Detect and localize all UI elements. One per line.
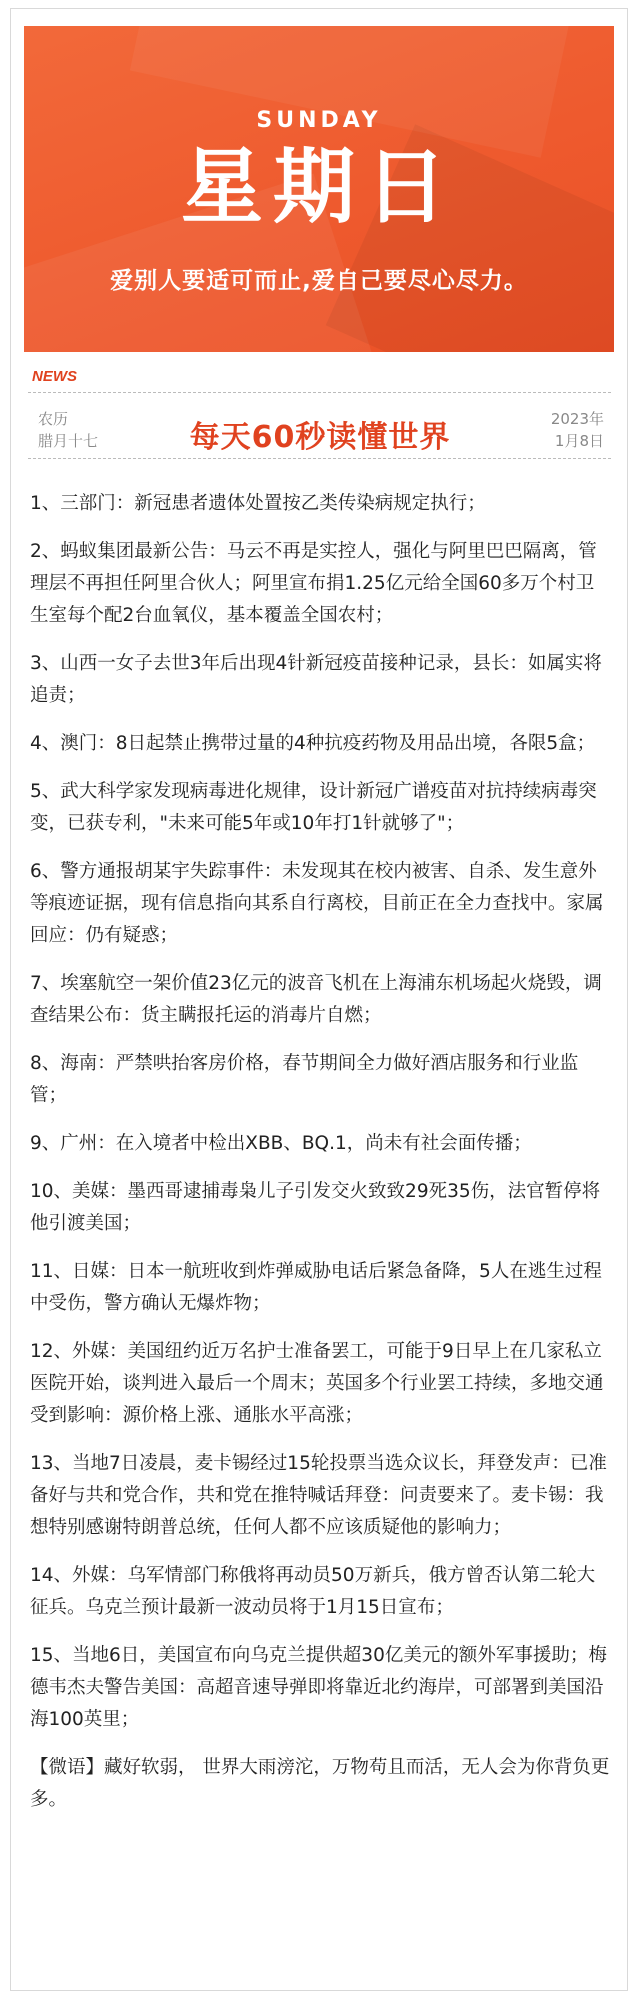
date-year: 2023年 [550, 410, 604, 428]
news-item: 14、外媒：乌军情部门称俄将再动员50万新兵，俄方曾否认第二轮大征兵。乌克兰预计最新一波动员将于1月15日宣布； [30, 1565, 596, 1618]
news-item: 3、山西一女子去世3年后出现4针新冠疫苗接种记录，县长：如属实将追责； [30, 653, 602, 706]
news-item: 6、警方通报胡某宇失踪事件：未发现其在校内被害、自杀、发生意外等痕迹证据，现有信息指向其系自行离校，目前正在全力查找中。家属回应：仍有疑惑； [30, 861, 604, 946]
quote-of-the-day: 【微语】藏好软弱， 世界大雨滂沱，万物苟且而活，无人会为你背负更多。 [30, 1757, 610, 1810]
news-item: 1、三部门：新冠患者遗体处置按乙类传染病规定执行； [30, 493, 486, 514]
news-item: 2、蚂蚁集团最新公告：马云不再是实控人，强化与阿里巴巴隔离，管理层不再担任阿里合伙人；阿里宣布捐1.25亿元给全国60多万个村卫生室每个配2台血氧仪，基本覆盖全国农村； [30, 541, 597, 626]
banner-slogan: 爱别人要适可而止,爱自己要尽心尽力。 [110, 268, 528, 294]
news-item: 8、海南：严禁哄抬客房价格，春节期间全力做好酒店服务和行业监管； [30, 1053, 579, 1106]
date-month-day: 1月8日 [554, 432, 604, 450]
lunar-date: 腊月十七 [38, 432, 99, 450]
gregorian-date-block [551, 408, 604, 452]
news-item: 12、外媒：美国纽约近万名护士准备罢工，可能于9日早上在几家私立医院开始，谈判进入最后一个周末；英国多个行业罢工持续，多地交通受到影响：源价格上涨、通胀水平高涨； [30, 1341, 604, 1426]
news-item: 15、当地6日，美国宣布向乌克兰提供超30亿美元的额外军事援助；梅德韦杰夫警告美国：高超音速导弹即将靠近北约海岸，可部署到美国沿海100英里； [30, 1645, 607, 1730]
news-item: 7、埃塞航空一架价值23亿元的波音飞机在上海浦东机场起火烧毁，调查结果公布：货主瞒报托运的消毒片自燃； [30, 973, 602, 1026]
news-tag: NEWS [32, 368, 77, 385]
banner [24, 26, 614, 352]
page-title: 每天60秒读懂世界 [189, 420, 451, 455]
news-item: 10、美媒：墨西哥逮捕毒枭儿子引发交火致致29死35伤，法官暂停将他引渡美国； [30, 1181, 601, 1234]
news-item: 4、澳门：8日起禁止携带过量的4种抗疫药物及用品出境，各限5盒； [30, 733, 596, 754]
banner-weekday: 星期日 [180, 140, 457, 235]
news-item: 9、广州：在入境者中检出XBB、BQ.1，尚未有社会面传播； [30, 1133, 532, 1154]
divider-top [28, 392, 611, 393]
news-item: 13、当地7日凌晨，麦卡锡经过15轮投票当选众议长，拜登发声：已准备好与共和党合作，共和党在推特喊话拜登：问责要来了。麦卡锡：我想特别感谢特朗普总统，任何人都不应该质疑他的影响力； [30, 1453, 607, 1538]
news-item: 11、日媒：日本一航班收到炸弹威胁电话后紧急备降，5人在逃生过程中受伤，警方确认无爆炸物； [30, 1261, 602, 1314]
banner-english-day: SUNDAY [256, 108, 382, 133]
divider-bottom [28, 458, 611, 459]
news-item: 5、武大科学家发现病毒进化规律，设计新冠广谱疫苗对抗持续病毒突变，已获专利，"未来可能5年或10年打1针就够了"； [30, 781, 597, 834]
news-list [30, 488, 610, 1832]
lunar-label: 农历 [38, 410, 69, 428]
